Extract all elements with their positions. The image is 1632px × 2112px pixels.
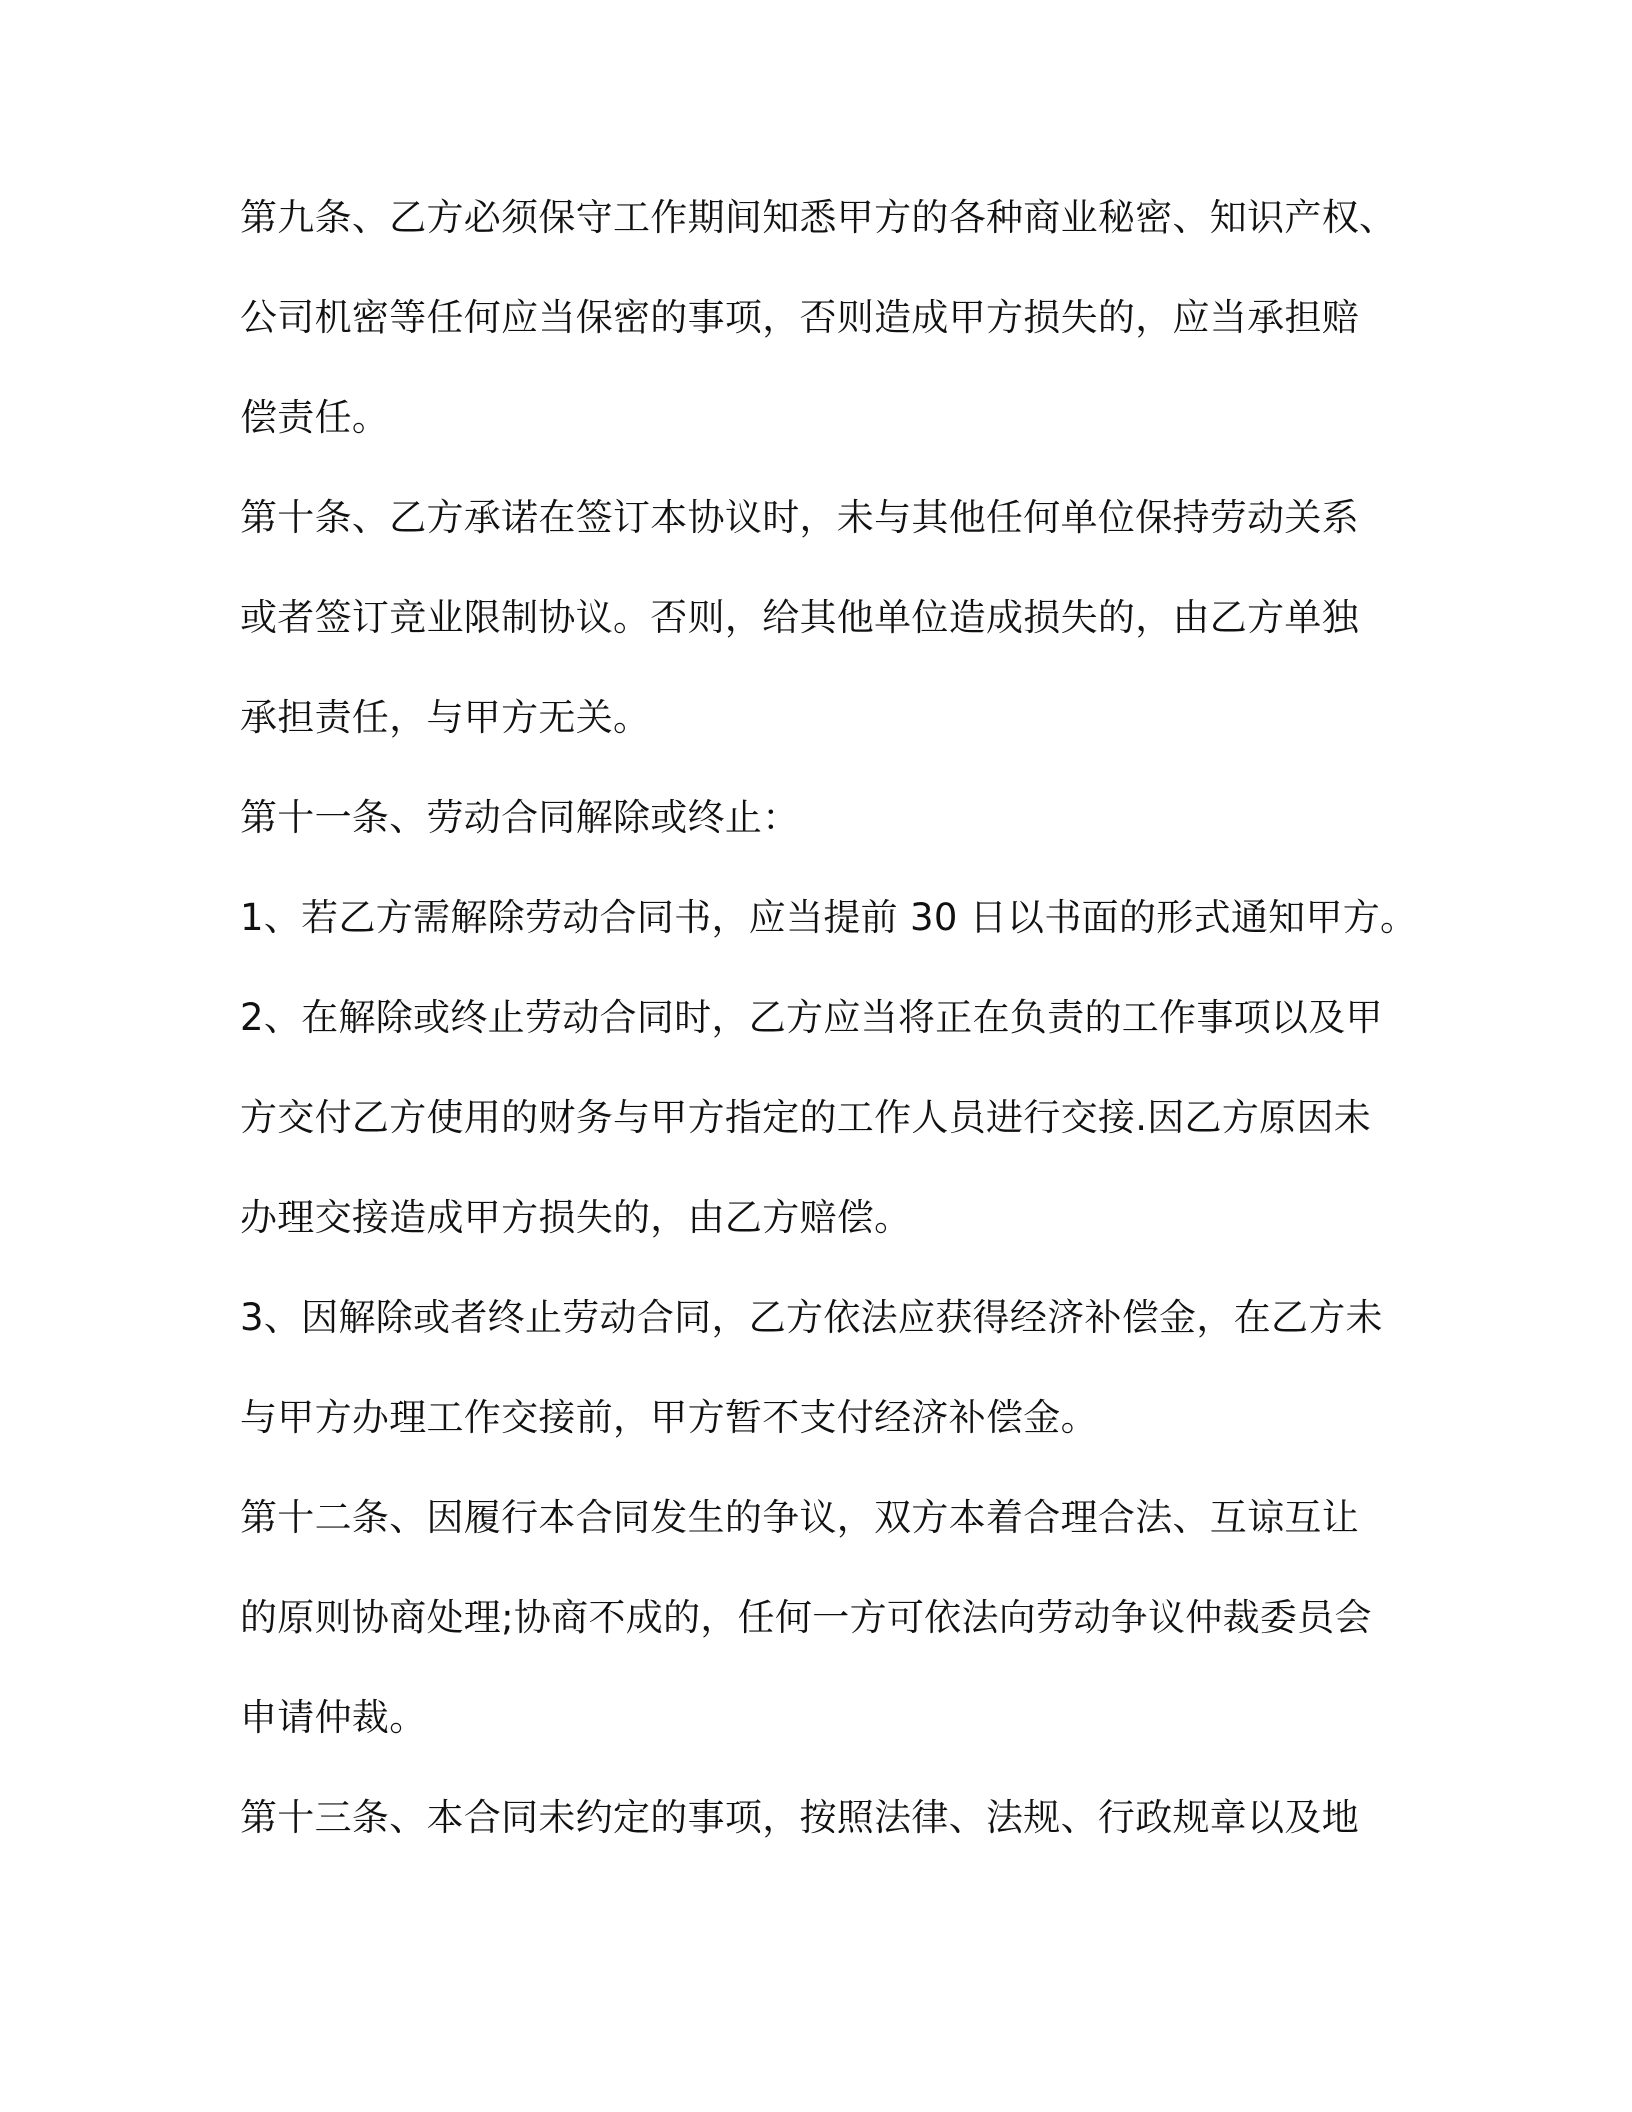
text-line: 第十一条、劳动合同解除或终止： — [240, 796, 800, 839]
text-line: 第十三条、本合同未约定的事项，按照法律、法规、行政规章以及地 — [240, 1796, 1359, 1839]
text-line: 第九条、乙方必须保守工作期间知悉甲方的各种商业秘密、知识产权、 — [240, 196, 1397, 239]
text-line: 办理交接造成甲方损失的，由乙方赔偿。 — [240, 1196, 912, 1239]
text-line: 1、若乙方需解除劳动合同书，应当提前 30 日以书面的形式通知甲方。 — [240, 896, 1418, 939]
text-line: 方交付乙方使用的财务与甲方指定的工作人员进行交接.因乙方原因未 — [240, 1096, 1372, 1139]
text-line: 第十二条、因履行本合同发生的争议，双方本着合理合法、互谅互让 — [240, 1496, 1359, 1539]
text-line: 承担责任，与甲方无关。 — [240, 696, 651, 739]
text-line: 申请仲裁。 — [240, 1696, 427, 1739]
text-line: 公司机密等任何应当保密的事项，否则造成甲方损失的，应当承担赔 — [240, 296, 1359, 339]
text-line: 的原则协商处理;协商不成的，任何一方可依法向劳动争议仲裁委员会 — [240, 1596, 1372, 1639]
text-line: 第十条、乙方承诺在签订本协议时，未与其他任何单位保持劳动关系 — [240, 496, 1359, 539]
text-line: 或者签订竞业限制协议。否则，给其他单位造成损失的，由乙方单独 — [240, 596, 1359, 639]
text-line: 2、在解除或终止劳动合同时，乙方应当将正在负责的工作事项以及甲 — [240, 996, 1383, 1039]
text-line: 3、因解除或者终止劳动合同，乙方依法应获得经济补偿金，在乙方未 — [240, 1296, 1383, 1339]
text-line: 与甲方办理工作交接前，甲方暂不支付经济补偿金。 — [240, 1396, 1098, 1439]
text-line: 偿责任。 — [240, 396, 390, 439]
